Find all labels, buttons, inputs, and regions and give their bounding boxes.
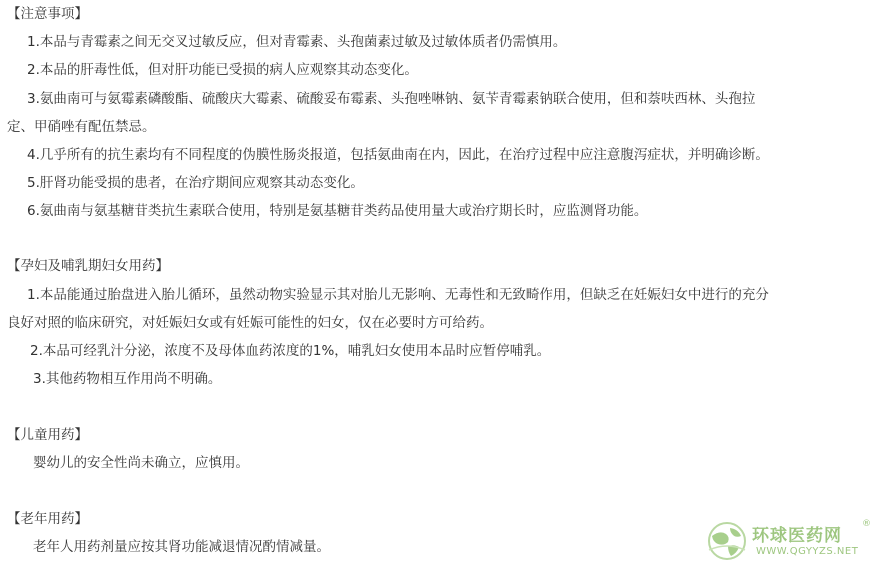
pregnancy-item-2: 2.本品可经乳汁分泌，浓度不及母体血药浓度的1%，哺乳妇女使用本品时应暂停哺乳。 (30, 343, 551, 359)
registered-mark: ® (862, 519, 871, 529)
section-heading-precautions: 【注意事项】 (7, 6, 88, 22)
children-item-1: 婴幼儿的安全性尚未确立，应慎用。 (33, 455, 249, 471)
precaution-item-5: 5.肝肾功能受损的患者，在治疗期间应观察其动态变化。 (27, 175, 364, 191)
precaution-item-4: 4.几乎所有的抗生素均有不同程度的伪膜性肠炎报道，包括氨曲南在内，因此，在治疗过程中应注意腹泻症状，并明确诊断。 (27, 147, 769, 163)
precaution-item-2: 2.本品的肝毒性低，但对肝功能已受损的病人应观察其动态变化。 (27, 62, 418, 78)
pregnancy-item-1: 1.本品能通过胎盘进入胎儿循环，虽然动物实验显示其对胎儿无影响、无毒性和无致畸作用，但缺乏在妊娠妇女中进行的充分 (27, 287, 769, 303)
precaution-item-3: 3.氨曲南可与氨霉素磷酸酯、硫酸庆大霉素、硫酸妥布霉素、头孢唑啉钠、氨苄青霉素钠联合使用，但和萘呋西林、头孢拉 (27, 91, 756, 107)
precaution-item-1: 1.本品与青霉素之间无交叉过敏反应，但对青霉素、头孢菌素过敏及过敏体质者仍需慎用。 (27, 34, 567, 50)
precaution-item-3-continued: 定、甲硝唑有配伍禁忌。 (7, 119, 156, 135)
precaution-item-6: 6.氨曲南与氨基糖苷类抗生素联合使用，特别是氨基糖苷类药品使用量大或治疗期长时，应监测肾功能。 (27, 203, 648, 219)
pregnancy-item-1-continued: 良好对照的临床研究，对妊娠妇女或有妊娠可能性的妇女，仅在必要时方可给药。 (7, 315, 493, 331)
watermark-url: WWW.QGYYZS.NET (756, 546, 859, 557)
pregnancy-item-3: 3.其他药物相互作用尚不明确。 (33, 371, 222, 387)
watermark-site-name: 环球医药网 (752, 526, 842, 546)
section-heading-pregnancy: 【孕妇及哺乳期妇女用药】 (7, 258, 169, 274)
section-heading-children: 【儿童用药】 (7, 427, 88, 443)
site-watermark (706, 519, 876, 565)
globe-logo-icon (706, 520, 748, 562)
section-heading-elderly: 【老年用药】 (7, 511, 88, 527)
elderly-item-1: 老年人用药剂量应按其肾功能减退情况酌情减量。 (33, 539, 330, 555)
